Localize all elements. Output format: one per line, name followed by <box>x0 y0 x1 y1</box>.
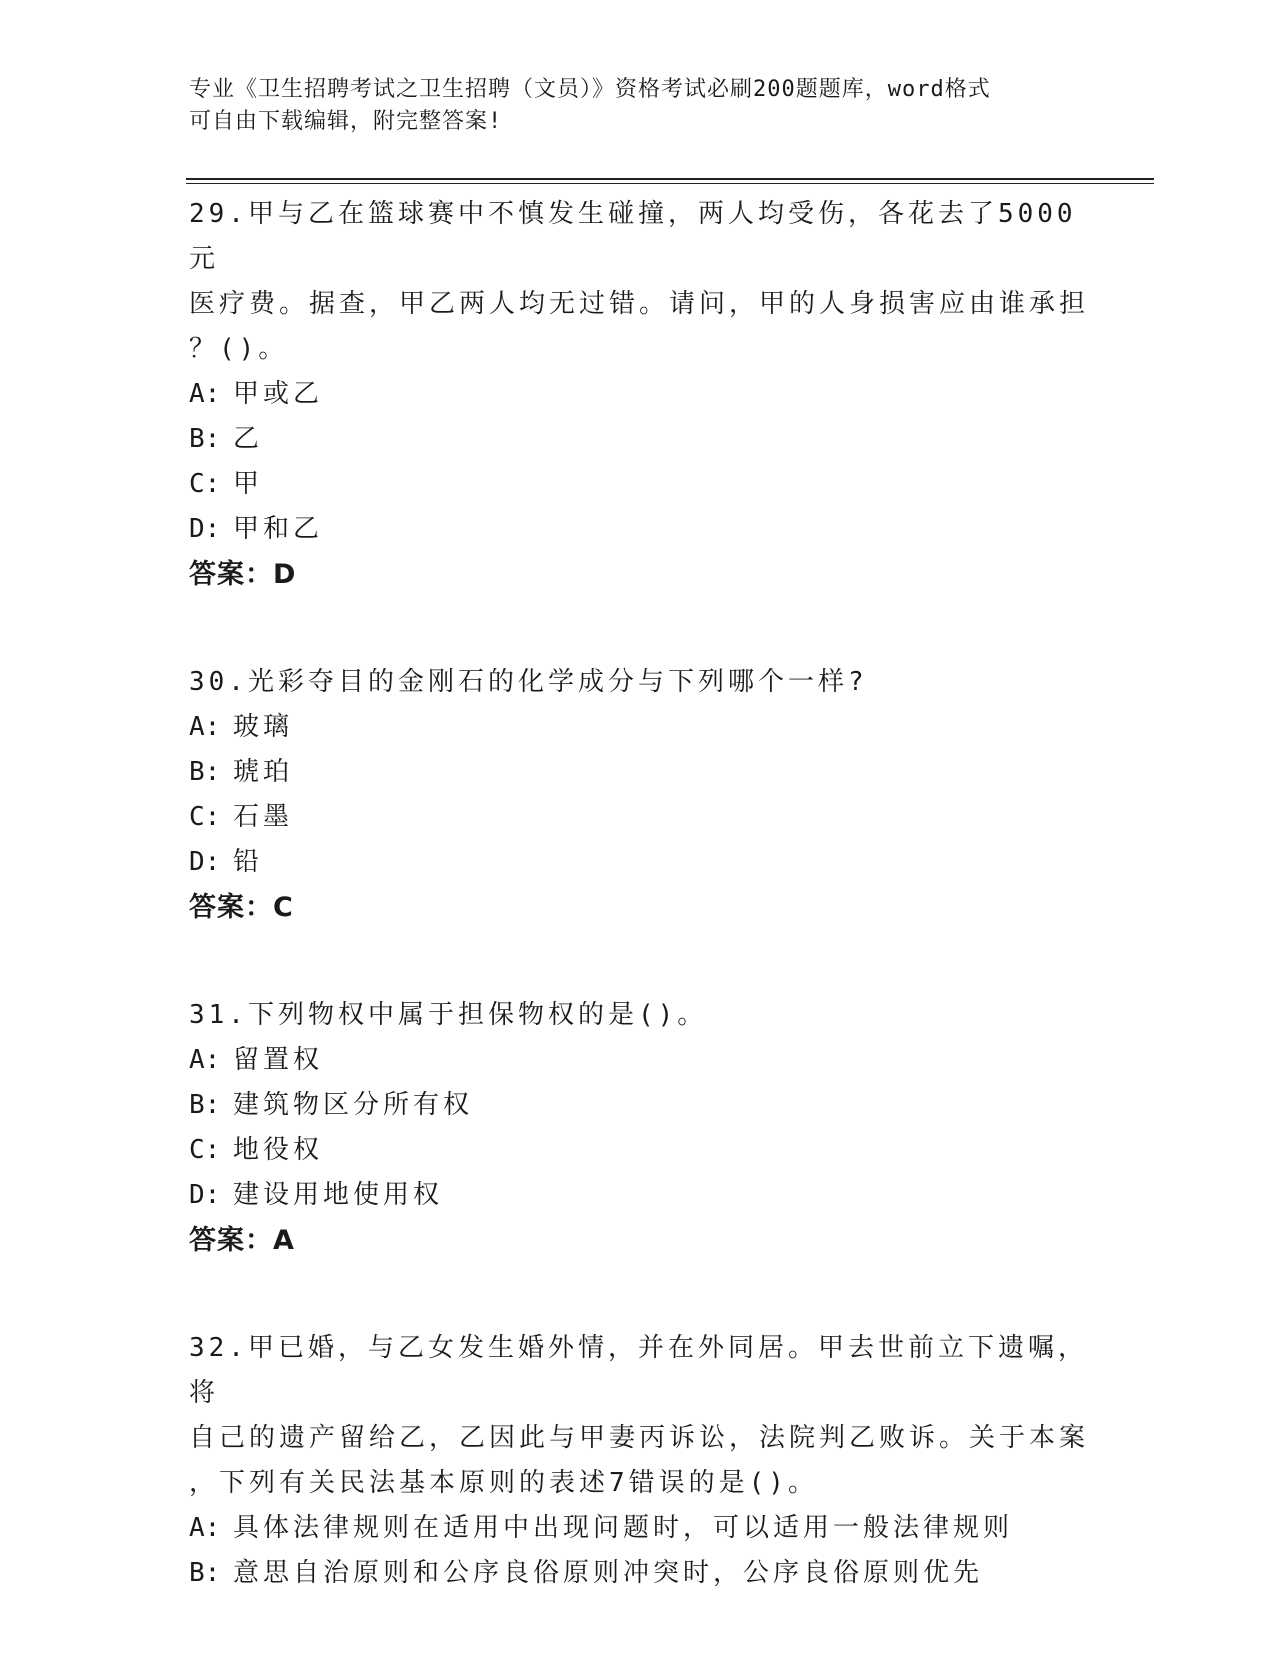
option-letter: B: <box>189 424 221 454</box>
option-letter: B: <box>189 757 221 787</box>
option-text: 石墨 <box>233 802 294 832</box>
question-31 <box>189 993 1089 1264</box>
option-text: 琥珀 <box>233 757 294 787</box>
option-text: 地役权 <box>233 1135 324 1165</box>
header-line-2: 可自由下载编辑，附完整答案! <box>189 109 503 134</box>
question-30 <box>189 660 1089 931</box>
option-text: 甲 <box>233 469 264 499</box>
option-a <box>189 705 1089 750</box>
answer-line: 答案：C <box>189 892 294 923</box>
option-text: 乙 <box>233 424 264 454</box>
option-letter: A: <box>189 1045 221 1075</box>
header-line-1: 专业《卫生招聘考试之卫生招聘（文员）》资格考试必刷200题题库，word格式 <box>189 77 991 102</box>
header-divider-thick <box>186 178 1154 180</box>
option-text: 甲和乙 <box>233 514 324 544</box>
option-b <box>189 1551 1089 1596</box>
option-letter: D: <box>189 1180 221 1210</box>
question-list <box>189 192 1089 1658</box>
option-d <box>189 507 1089 552</box>
option-b <box>189 417 1089 462</box>
option-letter: C: <box>189 469 221 499</box>
question-stem: 30.光彩夺目的金刚石的化学成分与下列哪个一样? <box>189 667 868 697</box>
option-letter: A: <box>189 379 221 409</box>
option-c <box>189 795 1089 840</box>
question-stem: 31.下列物权中属于担保物权的是()。 <box>189 1000 708 1030</box>
option-c <box>189 1128 1089 1173</box>
option-a <box>189 1038 1089 1083</box>
option-a <box>189 372 1089 417</box>
option-text: 具体法律规则在适用中出现问题时，可以适用一般法律规则 <box>233 1513 1014 1543</box>
option-letter: D: <box>189 514 221 544</box>
question-32 <box>189 1326 1089 1596</box>
option-text: 玻璃 <box>233 712 294 742</box>
option-a <box>189 1506 1089 1551</box>
option-d <box>189 840 1089 885</box>
question-stem: 32.甲已婚，与乙女发生婚外情，并在外同居。甲去世前立下遗嘱，将 自己的遗产留给乙，乙因此与甲妻丙诉讼，法院判乙败诉。关于本案 ，下列有关民法基本原则的表述7错误的是()。 <box>189 1333 1090 1498</box>
option-letter: D: <box>189 847 221 877</box>
option-text: 意思自治原则和公序良俗原则冲突时，公序良俗原则优先 <box>233 1558 984 1588</box>
option-b <box>189 1083 1089 1128</box>
option-letter: C: <box>189 802 221 832</box>
option-letter: C: <box>189 1135 221 1165</box>
option-letter: B: <box>189 1558 221 1588</box>
option-text: 甲或乙 <box>233 379 324 409</box>
header-divider-thin <box>186 183 1154 184</box>
option-text: 铅 <box>233 847 264 877</box>
document-header <box>189 74 1069 138</box>
option-letter: A: <box>189 1513 221 1543</box>
option-text: 建设用地使用权 <box>233 1180 444 1210</box>
option-c <box>189 462 1089 507</box>
option-d <box>189 1173 1089 1218</box>
option-letter: B: <box>189 1090 221 1120</box>
question-29 <box>189 192 1089 598</box>
option-b <box>189 750 1089 795</box>
option-letter: A: <box>189 712 221 742</box>
answer-line: 答案：D <box>189 559 297 590</box>
question-stem: 29.甲与乙在篮球赛中不慎发生碰撞，两人均受伤，各花去了5000元 医疗费。据查，甲乙两人均无过错。请问，甲的人身损害应由谁承担 ？()。 <box>189 199 1090 364</box>
option-text: 建筑物区分所有权 <box>233 1090 474 1120</box>
option-text: 留置权 <box>233 1045 324 1075</box>
answer-line: 答案：A <box>189 1225 295 1256</box>
